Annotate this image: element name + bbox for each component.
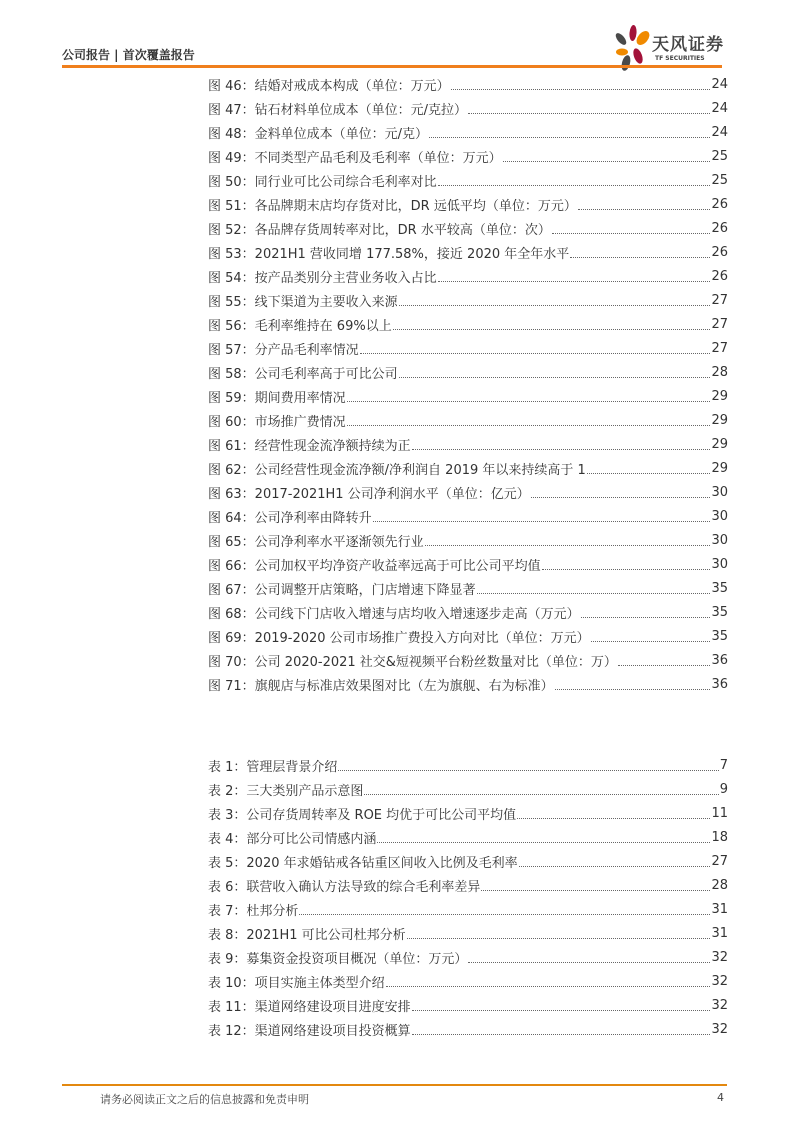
entry-page: 29 — [711, 388, 728, 404]
dot-leader — [364, 794, 718, 795]
figure-toc-entry[interactable] — [208, 216, 728, 240]
entry-page: 29 — [711, 412, 728, 428]
figure-toc-entry[interactable] — [208, 648, 728, 672]
figure-toc-entry[interactable] — [208, 528, 728, 552]
table-toc-entry[interactable] — [208, 945, 728, 969]
entry-title: 图 56：毛利率维持在 69%以上 — [208, 318, 392, 334]
figure-toc-entry[interactable] — [208, 408, 728, 432]
entry-page: 31 — [711, 901, 728, 917]
entry-title: 图 63：2017-2021H1 公司净利润水平（单位：亿元） — [208, 486, 530, 502]
entry-title: 表 5：2020 年求婚钻戒各钻重区间收入比例及毛利率 — [208, 855, 518, 871]
entry-title: 图 69：2019-2020 公司市场推广费投入方向对比（单位：万元） — [208, 630, 590, 646]
dot-leader — [468, 962, 710, 963]
entry-page: 25 — [711, 172, 728, 188]
table-toc-entry[interactable] — [208, 801, 728, 825]
entry-title: 图 58：公司毛利率高于可比公司 — [208, 366, 398, 382]
figure-toc-entry[interactable] — [208, 432, 728, 456]
entry-page: 30 — [711, 556, 728, 572]
entry-title: 图 46：结婚对戒成本构成（单位：万元） — [208, 78, 450, 94]
figure-toc-entry[interactable] — [208, 360, 728, 384]
entry-page: 24 — [711, 76, 728, 92]
entry-page: 35 — [711, 604, 728, 620]
table-toc-entry[interactable] — [208, 777, 728, 801]
entry-title: 表 3：公司存货周转率及 ROE 均优于可比公司平均值 — [208, 807, 517, 823]
entry-title: 图 50：同行业可比公司综合毛利率对比 — [208, 174, 437, 190]
dot-leader — [347, 401, 711, 402]
entry-title: 图 53：2021H1 营收同增 177.58%，接近 2020 年全年水平 — [208, 246, 570, 262]
figure-toc-entry[interactable] — [208, 240, 728, 264]
figure-toc-entry[interactable] — [208, 600, 728, 624]
dot-leader — [393, 329, 711, 330]
dot-leader — [618, 665, 711, 666]
dot-leader — [477, 593, 711, 594]
entry-title: 图 64：公司净利率由降转升 — [208, 510, 372, 526]
dot-leader — [412, 1010, 711, 1011]
entry-page: 18 — [711, 829, 728, 845]
entry-title: 表 4：部分可比公司情感内涵 — [208, 831, 377, 847]
logo-name-en: TF SECURITIES — [655, 55, 705, 62]
entry-page: 30 — [711, 508, 728, 524]
entry-title: 表 11：渠道网络建设项目进度安排 — [208, 999, 411, 1015]
figure-toc-entry[interactable] — [208, 504, 728, 528]
entry-page: 36 — [711, 676, 728, 692]
dot-leader — [570, 257, 710, 258]
entry-title: 表 8：2021H1 可比公司杜邦分析 — [208, 927, 406, 943]
entry-page: 24 — [711, 124, 728, 140]
header-divider — [62, 65, 722, 68]
figure-toc-entry[interactable] — [208, 672, 728, 696]
figure-toc-entry[interactable] — [208, 624, 728, 648]
entry-page: 26 — [711, 220, 728, 236]
figure-toc-entry[interactable] — [208, 336, 728, 360]
table-toc-entry[interactable] — [208, 873, 728, 897]
table-toc-entry[interactable] — [208, 753, 728, 777]
entry-page: 32 — [711, 997, 728, 1013]
figure-toc-entry[interactable] — [208, 288, 728, 312]
entry-page: 24 — [711, 100, 728, 116]
entry-title: 图 57：分产品毛利率情况 — [208, 342, 359, 358]
entry-title: 图 62：公司经营性现金流净额/净利润自 2019 年以来持续高于 1 — [208, 462, 586, 478]
figure-toc-entry[interactable] — [208, 192, 728, 216]
entry-title: 图 54：按产品类别分主营业务收入占比 — [208, 270, 437, 286]
figure-toc-entry[interactable] — [208, 384, 728, 408]
entry-title: 图 49：不同类型产品毛利及毛利率（单位：万元） — [208, 150, 502, 166]
dot-leader — [407, 938, 711, 939]
entry-title: 图 66：公司加权平均净资产收益率远高于可比公司平均值 — [208, 558, 541, 574]
entry-title: 图 67：公司调整开店策略，门店增速下降显著 — [208, 582, 476, 598]
entry-page: 28 — [711, 364, 728, 380]
dot-leader — [542, 569, 711, 570]
entry-title: 表 10：项目实施主体类型介绍 — [208, 975, 385, 991]
figure-toc-entry[interactable] — [208, 264, 728, 288]
figure-toc-entry[interactable] — [208, 576, 728, 600]
entry-title: 图 65：公司净利率水平逐渐领先行业 — [208, 534, 424, 550]
entry-page: 7 — [719, 757, 728, 773]
entry-title: 表 9：募集资金投资项目概况（单位：万元） — [208, 951, 468, 967]
figure-toc-entry[interactable] — [208, 120, 728, 144]
table-toc-entry[interactable] — [208, 1017, 728, 1041]
dot-leader — [438, 185, 711, 186]
entry-page: 27 — [711, 316, 728, 332]
figure-toc-entry[interactable] — [208, 552, 728, 576]
page-number: 4 — [717, 1091, 724, 1104]
dot-leader — [578, 209, 711, 210]
entry-title: 图 59：期间费用率情况 — [208, 390, 346, 406]
entry-page: 26 — [711, 268, 728, 284]
figure-toc-entry[interactable] — [208, 144, 728, 168]
dot-leader — [425, 545, 711, 546]
entry-title: 图 52：各品牌存货周转率对比，DR 水平较高（单位：次） — [208, 222, 551, 238]
dot-leader — [360, 353, 711, 354]
entry-page: 11 — [711, 805, 728, 821]
table-toc-entry[interactable] — [208, 849, 728, 873]
table-toc-entry[interactable] — [208, 993, 728, 1017]
entry-title: 图 47：钻石材料单位成本（单位：元/克拉） — [208, 102, 468, 118]
entry-page: 27 — [711, 292, 728, 308]
table-toc-entry[interactable] — [208, 921, 728, 945]
table-toc-entry[interactable] — [208, 969, 728, 993]
entry-page: 30 — [711, 484, 728, 500]
dot-leader — [399, 377, 711, 378]
entry-title: 图 68：公司线下门店收入增速与店均收入增速逐步走高（万元） — [208, 606, 580, 622]
dot-leader — [377, 842, 710, 843]
entry-title: 图 60：市场推广费情况 — [208, 414, 346, 430]
entry-title: 图 71：旗舰店与标准店效果图对比（左为旗舰、右为标准） — [208, 678, 554, 694]
dot-leader — [531, 497, 711, 498]
entry-page: 31 — [711, 925, 728, 941]
entry-page: 32 — [711, 973, 728, 989]
entry-page: 9 — [719, 781, 728, 797]
dot-leader — [451, 89, 711, 90]
table-toc-entry[interactable] — [208, 825, 728, 849]
entry-page: 28 — [711, 877, 728, 893]
dot-leader — [412, 449, 711, 450]
dot-leader — [347, 425, 711, 426]
entry-title: 图 70：公司 2020-2021 社交&短视频平台粉丝数量对比（单位：万） — [208, 654, 617, 670]
dot-leader — [412, 1034, 711, 1035]
entry-page: 32 — [711, 949, 728, 965]
entry-page: 29 — [711, 436, 728, 452]
dot-leader — [399, 305, 711, 306]
table-toc-entry[interactable] — [208, 897, 728, 921]
entry-title: 表 2：三大类别产品示意图 — [208, 783, 364, 799]
figure-toc-entry[interactable] — [208, 456, 728, 480]
dot-leader — [299, 914, 710, 915]
entry-title: 图 51：各品牌期末店均存货对比，DR 远低平均（单位：万元） — [208, 198, 577, 214]
dot-leader — [338, 770, 718, 771]
entry-page: 26 — [711, 244, 728, 260]
report-type-header: 公司报告 | 首次覆盖报告 — [62, 48, 195, 62]
footer-disclaimer: 请务必阅读正文之后的信息披露和免责申明 — [100, 1093, 309, 1106]
figure-toc-entry[interactable] — [208, 480, 728, 504]
figure-index — [208, 72, 728, 696]
entry-page: 35 — [711, 580, 728, 596]
logo-name-cn: 天风证券 — [652, 35, 724, 55]
dot-leader — [386, 986, 711, 987]
entry-page: 29 — [711, 460, 728, 476]
entry-title: 图 61：经营性现金流净额持续为正 — [208, 438, 411, 454]
entry-page: 26 — [711, 196, 728, 212]
dot-leader — [552, 233, 711, 234]
dot-leader — [587, 473, 711, 474]
entry-title: 表 12：渠道网络建设项目投资概算 — [208, 1023, 411, 1039]
entry-title: 图 48：金料单位成本（单位：元/克） — [208, 126, 429, 142]
figure-toc-entry[interactable] — [208, 312, 728, 336]
figure-toc-entry[interactable] — [208, 96, 728, 120]
entry-page: 25 — [711, 148, 728, 164]
dot-leader — [429, 137, 710, 138]
entry-page: 32 — [711, 1021, 728, 1037]
dot-leader — [519, 866, 711, 867]
entry-title: 表 7：杜邦分析 — [208, 903, 299, 919]
entry-title: 表 1：管理层背景介绍 — [208, 759, 338, 775]
entry-page: 35 — [711, 628, 728, 644]
dot-leader — [591, 641, 711, 642]
entry-title: 图 55：线下渠道为主要收入来源 — [208, 294, 398, 310]
entry-page: 36 — [711, 652, 728, 668]
footer-divider — [62, 1084, 727, 1086]
entry-page: 27 — [711, 340, 728, 356]
dot-leader — [503, 161, 711, 162]
table-index — [208, 753, 728, 1041]
dot-leader — [468, 113, 710, 114]
figure-toc-entry[interactable] — [208, 168, 728, 192]
entry-page: 27 — [711, 853, 728, 869]
entry-title: 表 6：联营收入确认方法导致的综合毛利率差异 — [208, 879, 481, 895]
dot-leader — [581, 617, 711, 618]
dot-leader — [481, 890, 710, 891]
figure-toc-entry[interactable] — [208, 72, 728, 96]
entry-page: 30 — [711, 532, 728, 548]
dot-leader — [438, 281, 711, 282]
dot-leader — [373, 521, 711, 522]
dot-leader — [555, 689, 711, 690]
dot-leader — [517, 818, 710, 819]
